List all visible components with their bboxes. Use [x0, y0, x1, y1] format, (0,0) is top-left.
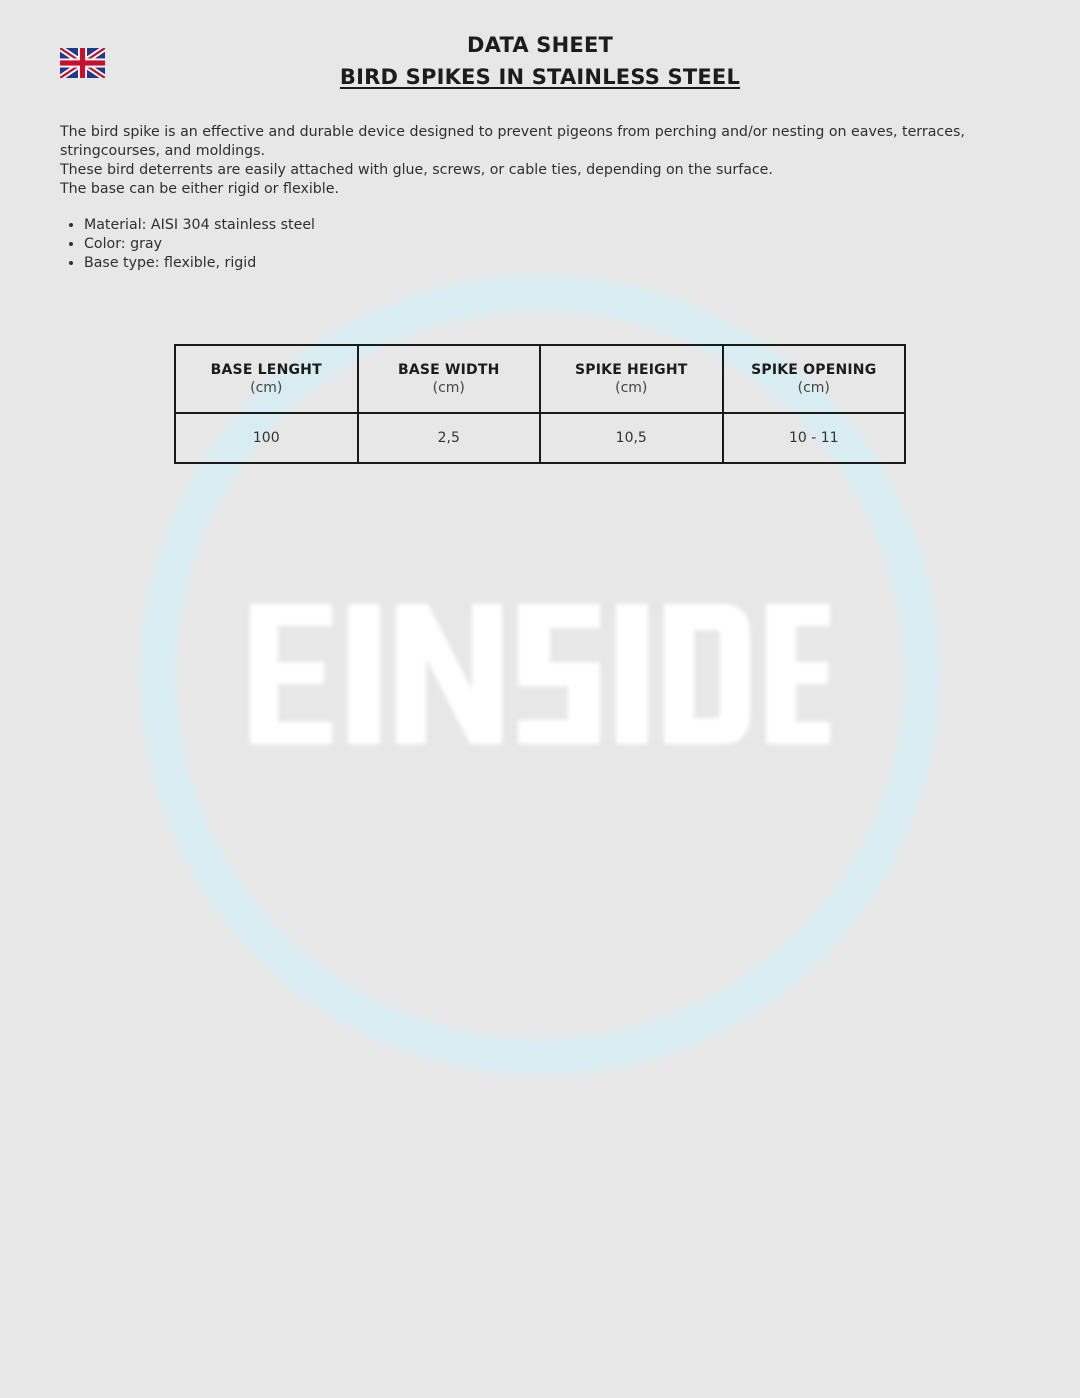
intro-paragraph: The bird spike is an effective and durable device designed to prevent pigeons from perching and/or nesting on eaves, terraces, stringcourses, and moldings. — [60, 124, 965, 159]
column-name: BASE LENGHT — [210, 362, 322, 378]
column-header-spike-height — [540, 345, 723, 413]
page-subtitle: BIRD SPIKES IN STAINLESS STEEL — [339, 65, 741, 89]
table-row — [175, 413, 905, 463]
column-unit: (cm) — [432, 380, 465, 396]
cell-base-length: 100 — [175, 413, 358, 463]
intro-paragraph: The base can be either rigid or flexible. — [60, 181, 339, 197]
column-header-spike-opening — [723, 345, 906, 413]
page-title: DATA SHEET — [466, 33, 614, 57]
column-name: BASE WIDTH — [397, 362, 500, 378]
column-unit: (cm) — [250, 380, 283, 396]
column-name: SPIKE OPENING — [751, 362, 877, 378]
feature-item-base-type: • Base type: flexible, rigid — [84, 254, 315, 273]
column-header-base-width — [358, 345, 541, 413]
column-unit: (cm) — [797, 380, 830, 396]
feature-item-material: • Material: AISI 304 stainless steel — [84, 216, 315, 235]
feature-item-color: • Color: gray — [84, 235, 315, 254]
feature-list — [60, 216, 315, 273]
cell-base-width: 2,5 — [358, 413, 541, 463]
column-name: SPIKE HEIGHT — [575, 362, 688, 378]
cell-spike-opening: 10 - 11 — [723, 413, 906, 463]
intro-text — [60, 123, 1020, 199]
intro-paragraph: These bird deterrents are easily attached with glue, screws, or cable ties, depending on the surface. — [60, 162, 773, 178]
table-header-row — [175, 345, 905, 413]
column-header-base-length — [175, 345, 358, 413]
einside-watermark-logo — [250, 604, 830, 744]
column-unit: (cm) — [615, 380, 648, 396]
specs-table — [174, 344, 906, 464]
cell-spike-height: 10,5 — [540, 413, 723, 463]
